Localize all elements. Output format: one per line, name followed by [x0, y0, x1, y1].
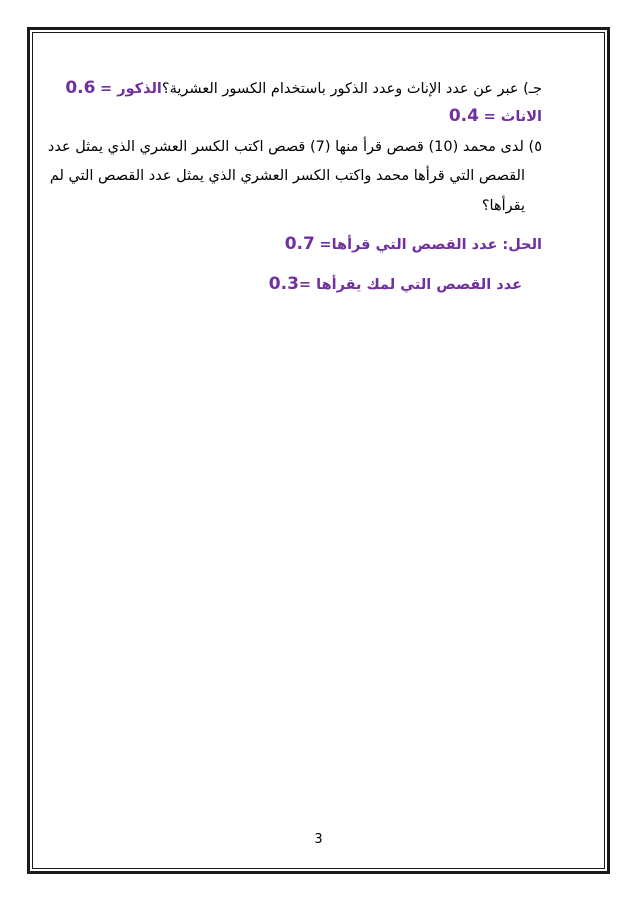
- page-number: 3: [314, 832, 323, 847]
- females-line: [449, 106, 542, 127]
- question-5-line-1: ٥) لدى محمد (10) قصص قرأ منها (7) قصص اكتب الكسر العشري الذي يمثل عدد: [47, 139, 542, 155]
- females-label: الاناث =: [483, 109, 542, 125]
- males-label: الذكور =: [100, 81, 162, 97]
- males-value: 0.6: [65, 78, 96, 98]
- females-value: 0.4: [448, 106, 479, 126]
- question-5-line-3: يقرأها؟: [481, 198, 525, 214]
- solution-unread-line: [269, 274, 522, 295]
- solution-unread-label: عدد القصص التي لمك يقرأها =: [298, 277, 522, 293]
- question-c-line: [65, 78, 542, 99]
- solution-read-line: [285, 234, 542, 255]
- solution-read-value: 0.7: [284, 234, 315, 254]
- question-5-line-2: القصص التي قرأها محمد واكتب الكسر العشري الذي يمثل عدد القصص التي لم: [49, 168, 525, 184]
- page-border-inner: [32, 32, 605, 869]
- solution-read-label: الحل: عدد القصص التي قرأها=: [319, 237, 542, 253]
- solution-unread-value: 0.3: [268, 274, 299, 294]
- question-c-text: جـ) عبر عن عدد الإناث وعدد الذكور باستخدام الكسور العشرية؟: [161, 81, 542, 97]
